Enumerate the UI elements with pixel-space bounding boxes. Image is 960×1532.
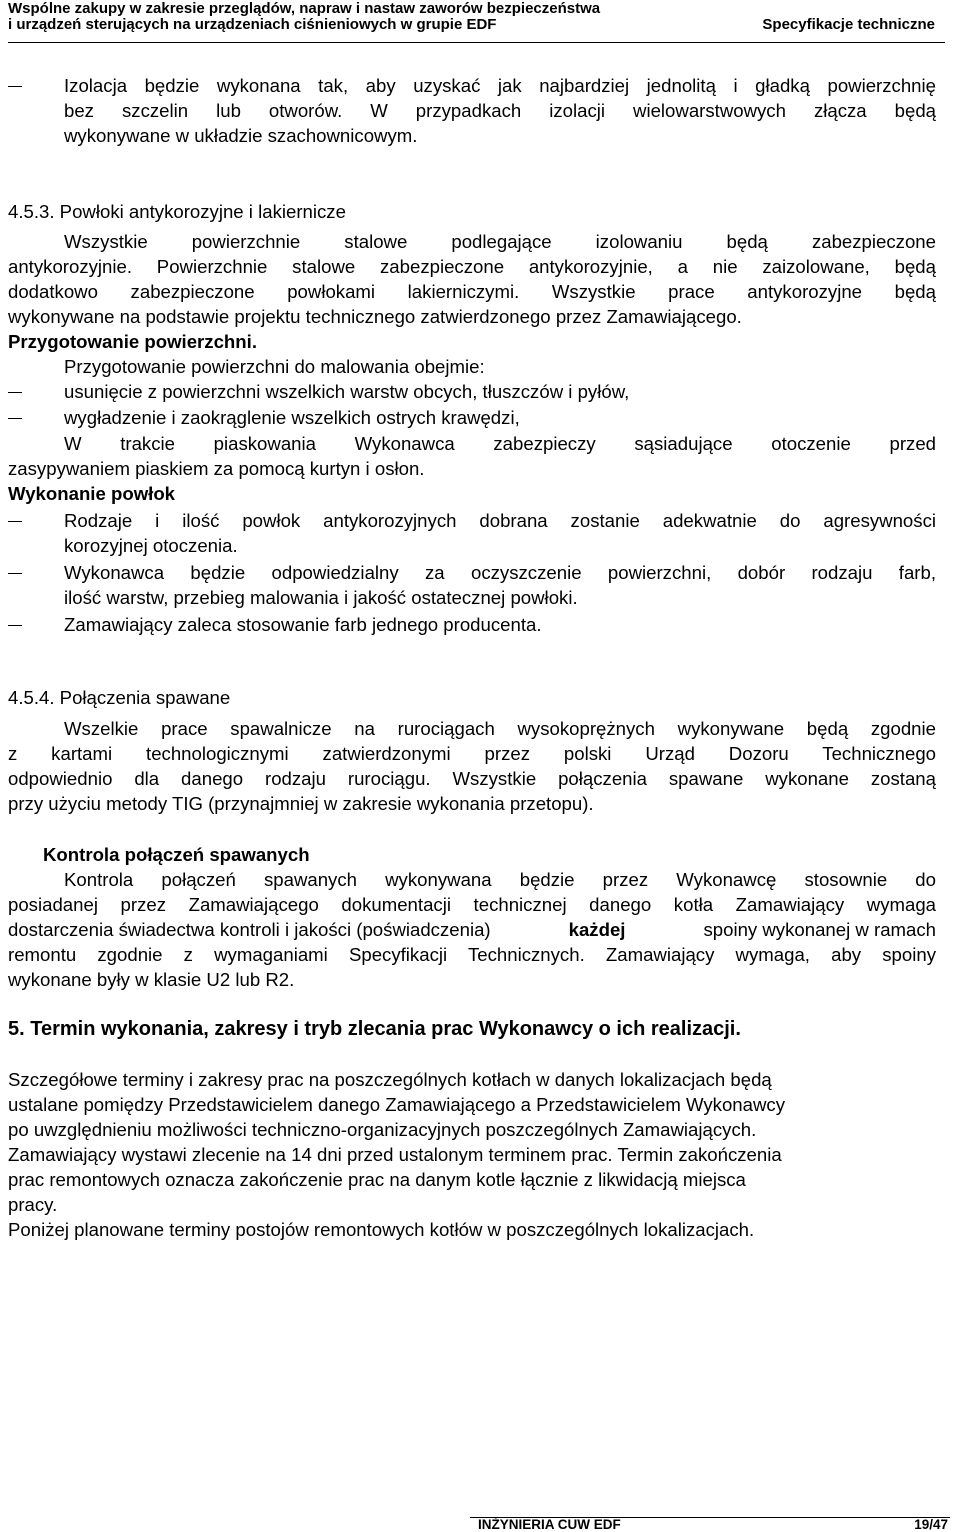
bullet-dash [8, 625, 22, 626]
text-line: odpowiednio dla danego rodzaju rurociągu. Wszystkie połączenia spawane wykonane zostaną [8, 768, 936, 789]
bullet-dash [8, 573, 22, 574]
page-header [8, 0, 945, 44]
text-line: antykorozyjnie. Powierzchnie stalowe zabezpieczone antykorozyjnie, a nie zaizolowane, będą [8, 256, 936, 277]
text-line: wykonane były w klasie U2 lub R2. [8, 969, 295, 990]
header-title-line-2: i urządzeń sterujących na urządzeniach ciśnieniowych w grupie EDF [8, 16, 497, 33]
text-line: przy użyciu metody TIG (przynajmniej w zakresie wykonania przetopu). [8, 793, 594, 814]
text-line: z kartami technologicznymi zatwierdzonymi przez polski Urząd Dozoru Technicznego [8, 743, 936, 764]
list-item: Wykonawca będzie odpowiedzialny za oczyszczenie powierzchni, dobór rodzaju farb, [64, 562, 936, 583]
page-number: 19/47 [914, 1517, 948, 1532]
bullet-dash [8, 392, 22, 393]
text-line: Wszelkie prace spawalnicze na rurociągach wysokoprężnych wykonywane będą zgodnie [64, 718, 936, 739]
list-item: Zamawiający zaleca stosowanie farb jednego producenta. [64, 614, 542, 635]
text-line: zasypywaniem piaskiem za pomocą kurtyn i osłon. [8, 458, 425, 479]
list-item: usunięcie z powierzchni wszelkich warstw obcych, tłuszczów i pyłów, [64, 381, 630, 402]
header-title-line-1: Wspólne zakupy w zakresie przeglądów, napraw i nastaw zaworów bezpieczeństwa [8, 0, 601, 17]
header-section-label: Specyfikacje techniczne [762, 16, 935, 33]
footer-company: INŻYNIERIA CUW EDF [478, 1517, 621, 1532]
text-line: Kontrola połączeń spawanych wykonywana będzie przez Wykonawcę stosownie do [64, 869, 936, 890]
text-segment-bold: każdej [568, 919, 626, 940]
text-line: wykonywane w układzie szachownicowym. [64, 125, 418, 146]
text-line: Poniżej planowane terminy postojów remontowych kotłów w poszczególnych lokalizacjach. [8, 1219, 755, 1240]
text-line: pracy. [8, 1194, 58, 1215]
section-heading-4-5-3: 4.5.3. Powłoki antykorozyjne i lakiernicze [8, 201, 346, 222]
text-line: bez szczelin lub otworów. W przypadkach izolacji wielowarstwowych złącza będą [64, 100, 936, 121]
text-line-mixed [8, 917, 936, 942]
bullet-dash [8, 521, 22, 522]
section-heading-5: 5. Termin wykonania, zakresy i tryb zlecania prac Wykonawcy o ich realizacji. [8, 1018, 741, 1040]
text-line: po uwzględnieniu możliwości techniczno-organizacyjnych poszczególnych Zamawiających. [8, 1119, 757, 1140]
bullet-dash [8, 86, 22, 87]
text-line: posiadanej przez Zamawiającego dokumentacji technicznej danego kotła Zamawiający wymaga [8, 894, 936, 915]
text-line: Przygotowanie powierzchni do malowania obejmie: [64, 356, 485, 377]
text-line: Szczegółowe terminy i zakresy prac na poszczególnych kotłach w danych lokalizacjach będą [8, 1069, 772, 1090]
text-line: remontu zgodnie z wymaganiami Specyfikacji Technicznych. Zamawiający wymaga, aby spoiny [8, 944, 936, 965]
text-segment: spoiny wykonanej w ramach [703, 919, 936, 940]
text-line: Zamawiający wystawi zlecenie na 14 dni przed ustalonym terminem prac. Termin zakończenia [8, 1144, 782, 1165]
text-line: wykonywane na podstawie projektu technicznego zatwierdzonego przez Zamawiającego. [8, 306, 742, 327]
list-item: Rodzaje i ilość powłok antykorozyjnych dobrana zostanie adekwatnie do agresywności [64, 510, 936, 531]
section-heading-4-5-4: 4.5.4. Połączenia spawane [8, 687, 231, 708]
subheading-kontrola: Kontrola połączeń spawanych [43, 844, 310, 865]
bullet-dash [8, 418, 22, 419]
text-line: Wszystkie powierzchnie stalowe podlegające izolowaniu będą zabezpieczone [64, 231, 936, 252]
text-line: ustalane pomiędzy Przedstawicielem danego Zamawiającego a Przedstawicielem Wykonawcy [8, 1094, 785, 1115]
subheading-przygotowanie: Przygotowanie powierzchni. [8, 331, 257, 352]
header-divider [8, 42, 945, 43]
text-line: korozyjnej otoczenia. [64, 535, 238, 556]
text-line: Izolacja będzie wykonana tak, aby uzyskać jak najbardziej jednolitą i gładką powierzchnię [64, 75, 936, 96]
text-line: ilość warstw, przebieg malowania i jakość ostatecznej powłoki. [64, 587, 578, 608]
subheading-wykonanie: Wykonanie powłok [8, 483, 176, 504]
text-line: dodatkowo zabezpieczone powłokami lakierniczymi. Wszystkie prace antykorozyjne będą [8, 281, 936, 302]
text-line: prac remontowych oznacza zakończenie prac na danym kotle łącznie z likwidacją miejsca [8, 1169, 746, 1190]
list-item: wygładzenie i zaokrąglenie wszelkich ostrych krawędzi, [64, 407, 520, 428]
text-line: W trakcie piaskowania Wykonawca zabezpieczy sąsiadujące otoczenie przed [64, 433, 936, 454]
text-segment: dostarczenia świadectwa kontroli i jakości (poświadczenia) [8, 919, 491, 940]
